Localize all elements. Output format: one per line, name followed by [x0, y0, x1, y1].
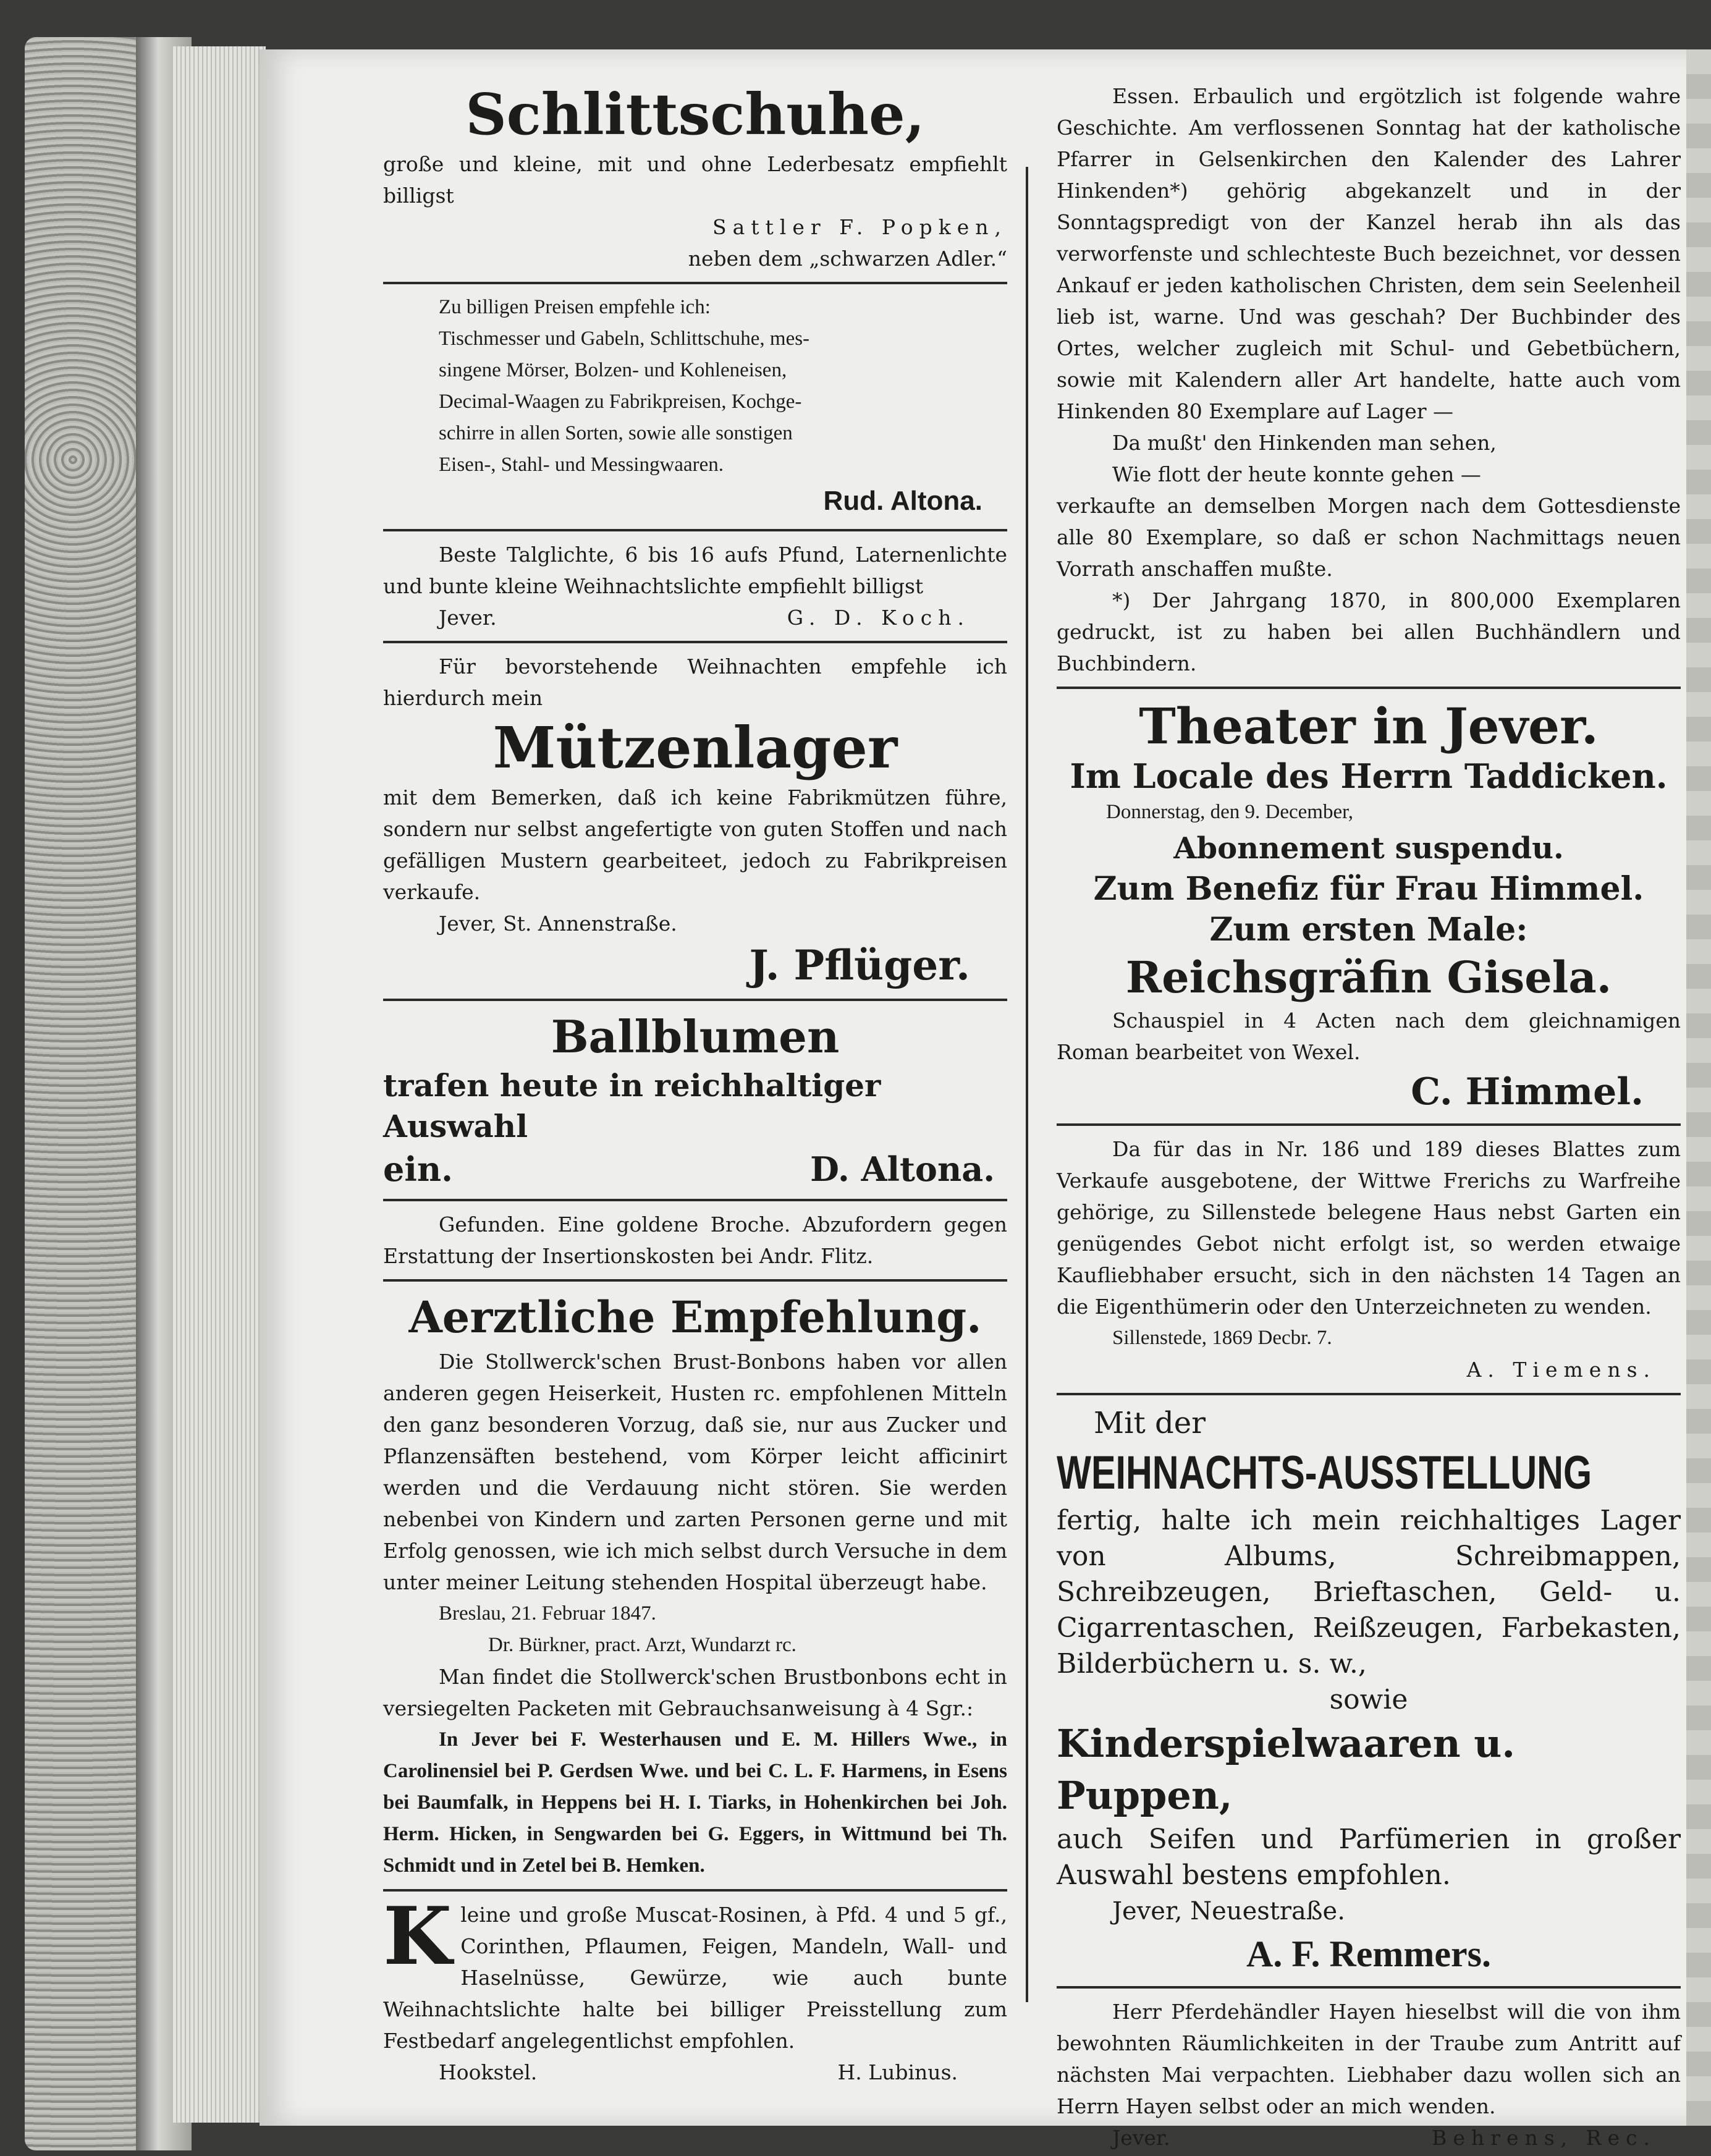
heading-ballblumen: Ballblumen — [551, 1010, 840, 1063]
ad-separator — [383, 1199, 1007, 1201]
ad-aerztliche-empfehlung — [383, 1289, 1007, 1882]
theater-line: Abonnement suspendu. — [1173, 831, 1564, 866]
ad-schlittschuhe — [383, 80, 1007, 274]
ad-text: Gefunden. Eine goldene Broche. Abzufordern gegen Erstattung der Insertionskosten bei Andr. Flitz. — [383, 1212, 1007, 1268]
ad-footer — [383, 2057, 1007, 2088]
article-essen — [1057, 80, 1681, 679]
ad-talglichte — [383, 539, 1007, 633]
ad-altona-iron — [383, 292, 1007, 522]
ad-place: Jever. — [439, 606, 497, 630]
left-column — [383, 80, 1007, 2088]
ad-line: trafen heute in reichhaltiger Auswahl — [383, 1067, 881, 1144]
ad-muetzenlager — [383, 651, 1007, 991]
ad-text: mit dem Bemerken, daß ich keine Fabrikmützen führe, sondern nur selbst angefertigte von guten Stoffen und nach gefälligen Mustern gearbeiteet, jedoch zu Fabrikpreisen verkaufe. — [383, 785, 1007, 904]
ad-signature: A. F. Remmers. — [1246, 1934, 1491, 1974]
ad-text: Die Stollwerck'schen Brust-Bonbons haben vor allen anderen gegen Heiserkeit, Husten rc. empfohlenen Mitteln den ganz besonderen Vorzug, daß sie, nur aus Zucker und Pflanzensäften bestehend, vom Körper leicht afficinirt werden und die Verdauung nicht stören. Sie werden nebenbei von Kindern und zarten Personen gerne und mit Erfolg genossen, wie ich mich selbst durch Versuche in dem unter meiner Leitung stehenden Hospital überzeugt habe. — [383, 1350, 1007, 1594]
ad-ballblumen — [383, 1008, 1007, 1191]
heading-weihnachts-ausstellung: WEIHNACHTS-AUSSTELLUNG — [1057, 1447, 1592, 1499]
ad-text: auch Seifen und Parfümerien in großer Auswahl bestens empfohlen. — [1057, 1824, 1681, 1891]
ad-theater — [1057, 696, 1681, 1116]
ad-separator — [1057, 1393, 1681, 1395]
ad-signature: Rud. Altona. — [823, 486, 982, 516]
ad-headline-kinderspielwaaren: Kinderspielwaaren u. Puppen, — [1057, 1721, 1515, 1818]
drop-cap: K — [383, 1890, 452, 1983]
ad-signature: G. D. Koch. — [787, 606, 970, 630]
ad-address: neben dem „schwarzen Adler.“ — [688, 247, 1007, 271]
ad-line: Tischmesser und Gabeln, Schlittschuhe, mes- — [439, 328, 810, 350]
ad-intro: Zu billigen Preisen empfehle ich: — [439, 296, 711, 318]
ad-separator — [383, 282, 1007, 284]
ad-text: sowie — [1329, 1684, 1408, 1715]
column-divider — [1026, 167, 1028, 2002]
ad-separator — [1057, 1123, 1681, 1126]
ad-signature: A. Tiemens. — [1466, 1358, 1656, 1382]
ad-signature: J. Pflüger. — [749, 941, 970, 989]
ad-date: Breslau, 21. Februar 1847. — [439, 1602, 656, 1625]
ad-text: Da für das in Nr. 186 und 189 dieses Blattes zum Verkaufe ausgebotene, der Wittwe Frerichs zu Warfreihe gehörige, zu Sillenstede belegene Haus nebst Garten ein genügendes Gebot nicht erfolgt ist, so werden etwaige Kaufliebhaber ersucht, sich in den nächsten 14 Tagen an die Eigenthümerin oder den Unterzeichneten zu wenden. — [1057, 1137, 1681, 1319]
ad-signature: H. Lubinus. — [837, 2060, 958, 2084]
ad-signature: Behrens, Rec. — [1432, 2126, 1656, 2150]
ad-line: ein. — [383, 1149, 453, 1189]
right-page-edge — [1686, 49, 1711, 2126]
ad-place: Hookstel. — [439, 2060, 538, 2084]
theater-description: Schauspiel in 4 Acten nach dem gleichnamigen Roman bearbeitet von Wexel. — [1057, 1008, 1681, 1064]
ad-text: Herr Pferdehändler Hayen hieselbst will die von ihm bewohnten Räumlichkeiten in der Traube zum Antritt auf nächsten Mai verpachten. Liebhaber dazu wollen sich an Herrn Hayen selbst oder an mich wenden. — [1057, 2000, 1681, 2118]
ad-text: Beste Talglichte, 6 bis 16 aufs Pfund, Laternenlichte und bunte kleine Weihnachtslichte empfiehlt billigst — [383, 543, 1007, 598]
ad-line: schirre in allen Sorten, sowie alle sonstigen — [439, 422, 793, 444]
ad-place: Jever. — [1112, 2126, 1170, 2150]
page-edges — [173, 46, 266, 2123]
ad-footer — [383, 602, 1007, 633]
ad-separator — [383, 1279, 1007, 1282]
ad-separator — [383, 641, 1007, 643]
ad-line: singene Mörser, Bolzen- und Kohleneisen, — [439, 359, 787, 381]
theater-signature: C. Himmel. — [1411, 1070, 1644, 1114]
theater-play-title: Reichsgräfin Gisela. — [1125, 952, 1612, 1003]
ad-pferdehaendler — [1057, 1996, 1681, 2154]
ad-date: Sillenstede, 1869 Decbr. 7. — [1112, 1327, 1332, 1349]
ad-rosinen — [383, 1890, 1007, 2088]
ad-separator — [383, 1889, 1007, 1892]
ad-signature: Sattler F. Popken, — [712, 215, 1007, 239]
heading-schlittschuhe: Schlittschuhe, — [465, 81, 925, 148]
ad-separator — [383, 529, 1007, 531]
ad-gefunden — [383, 1209, 1007, 1272]
ad-place: Jever, Neuestraße. — [1112, 1897, 1345, 1926]
ad-house-sale — [1057, 1133, 1681, 1385]
ad-signature: D. Altona. — [810, 1149, 995, 1189]
ad-footer — [383, 1147, 1007, 1191]
ad-intro: Mit der — [1094, 1406, 1206, 1440]
theater-date: Donnerstag, den 9. December, — [1106, 801, 1354, 823]
ad-weihnachts-ausstellung — [1057, 1403, 1681, 1979]
ad-line: Eisen-, Stahl- und Messingwaaren. — [439, 454, 724, 476]
ad-text: leine und große Muscat-Rosinen, à Pfd. 4 und 5 gf., Corinthen, Pflaumen, Feigen, Mandeln, Wall- und Haselnüsse, Gewürze, wie auch bunte Weihnachtslichte halte bei billiger Preisstellung zum Festbedarf angelegentlichst empfohlen. — [383, 1903, 1007, 2053]
ad-separator — [1057, 1986, 1681, 1989]
verse-line: Wie flott der heute konnte gehen — — [1112, 462, 1481, 486]
ad-separator — [1057, 687, 1681, 689]
heading-aerztliche-empfehlung: Aerztliche Empfehlung. — [408, 1291, 982, 1343]
heading-muetzenlager: Mützenlager — [492, 714, 898, 781]
theater-line: Zum Benefiz für Frau Himmel. — [1093, 870, 1644, 908]
heading-theater: Theater in Jever. — [1139, 697, 1599, 755]
theater-line: Zum ersten Male: — [1209, 911, 1528, 949]
ad-doctor: Dr. Bürkner, pract. Arzt, Wundarzt rc. — [488, 1634, 796, 1656]
ad-footer — [1057, 2122, 1681, 2154]
article-text: verkaufte an demselben Morgen nach dem Gottesdienste alle 80 Exemplare, so daß er schon Nachmittags neuen Vorrath anschaffen mußte. — [1057, 494, 1681, 581]
ad-text: große und kleine, mit und ohne Lederbesatz empfiehlt billigst — [383, 152, 1007, 208]
article-footnote: *) Der Jahrgang 1870, in 800,000 Exemplaren gedruckt, ist zu haben bei allen Buchhändlern und Buchbindern. — [1057, 588, 1681, 675]
theater-location: Im Locale des Herrn Taddicken. — [1070, 756, 1668, 796]
ad-text: In Jever bei F. Westerhausen und E. M. Hillers Wwe., in Carolinensiel bei P. Gerdsen Wwe. und bei C. L. F. Harmens, in Esens bei Baumfalk, in Heppens bei H. I. Tiarks, in Hohenkirchen bei Joh. Herm. Hicken, in Sengwarden bei G. Eggers, in Wittmund bei Th. Schmidt und in Zetel bei B. Hemken. — [383, 1728, 1007, 1877]
right-column — [1057, 80, 1681, 2154]
ad-separator — [383, 999, 1007, 1001]
ad-place: Jever, St. Annenstraße. — [439, 911, 677, 936]
ad-text: fertig, halte ich mein reichhaltiges Lager von Albums, Schreibmappen, Schreibzeugen, Brieftaschen, Geld- u. Cigarrentaschen, Reißzeugen, Farbekasten, Bilderbüchern u. s. w., — [1057, 1505, 1681, 1680]
ad-text: Man findet die Stollwerck'schen Brustbonbons echt in versiegelten Packeten mit Gebrauchsanweisung à 4 Sgr.: — [383, 1665, 1007, 1720]
ad-intro: Für bevorstehende Weihnachten empfehle ich hierdurch mein — [383, 654, 1007, 710]
article-text: Essen. Erbaulich und ergötzlich ist folgende wahre Geschichte. Am verflossenen Sonntag hat der katholische Pfarrer in Gelsenkirchen den Kalender des Lahrer Hinkenden*) gehörig abgekanzelt und in der Sonntagspredigt von der Kanzel herab ihn als das verworfenste und schlechteste Buch bezeichnet, vor dessen Ankauf er jeden katholischen Christen, dem sein Seelenheil lieb ist, warne. Und was geschah? Der Buchbinder des Ortes, welcher zugleich mit Schul- und Gebetbüchern, sowie mit Kalendern aller Art handelte, hatte auch vom Hinkenden 80 Exemplare auf Lager — — [1057, 84, 1681, 423]
ad-line: Decimal-Waagen zu Fabrikpreisen, Kochge- — [439, 391, 802, 413]
verse-line: Da mußt' den Hinkenden man sehen, — [1112, 431, 1497, 455]
